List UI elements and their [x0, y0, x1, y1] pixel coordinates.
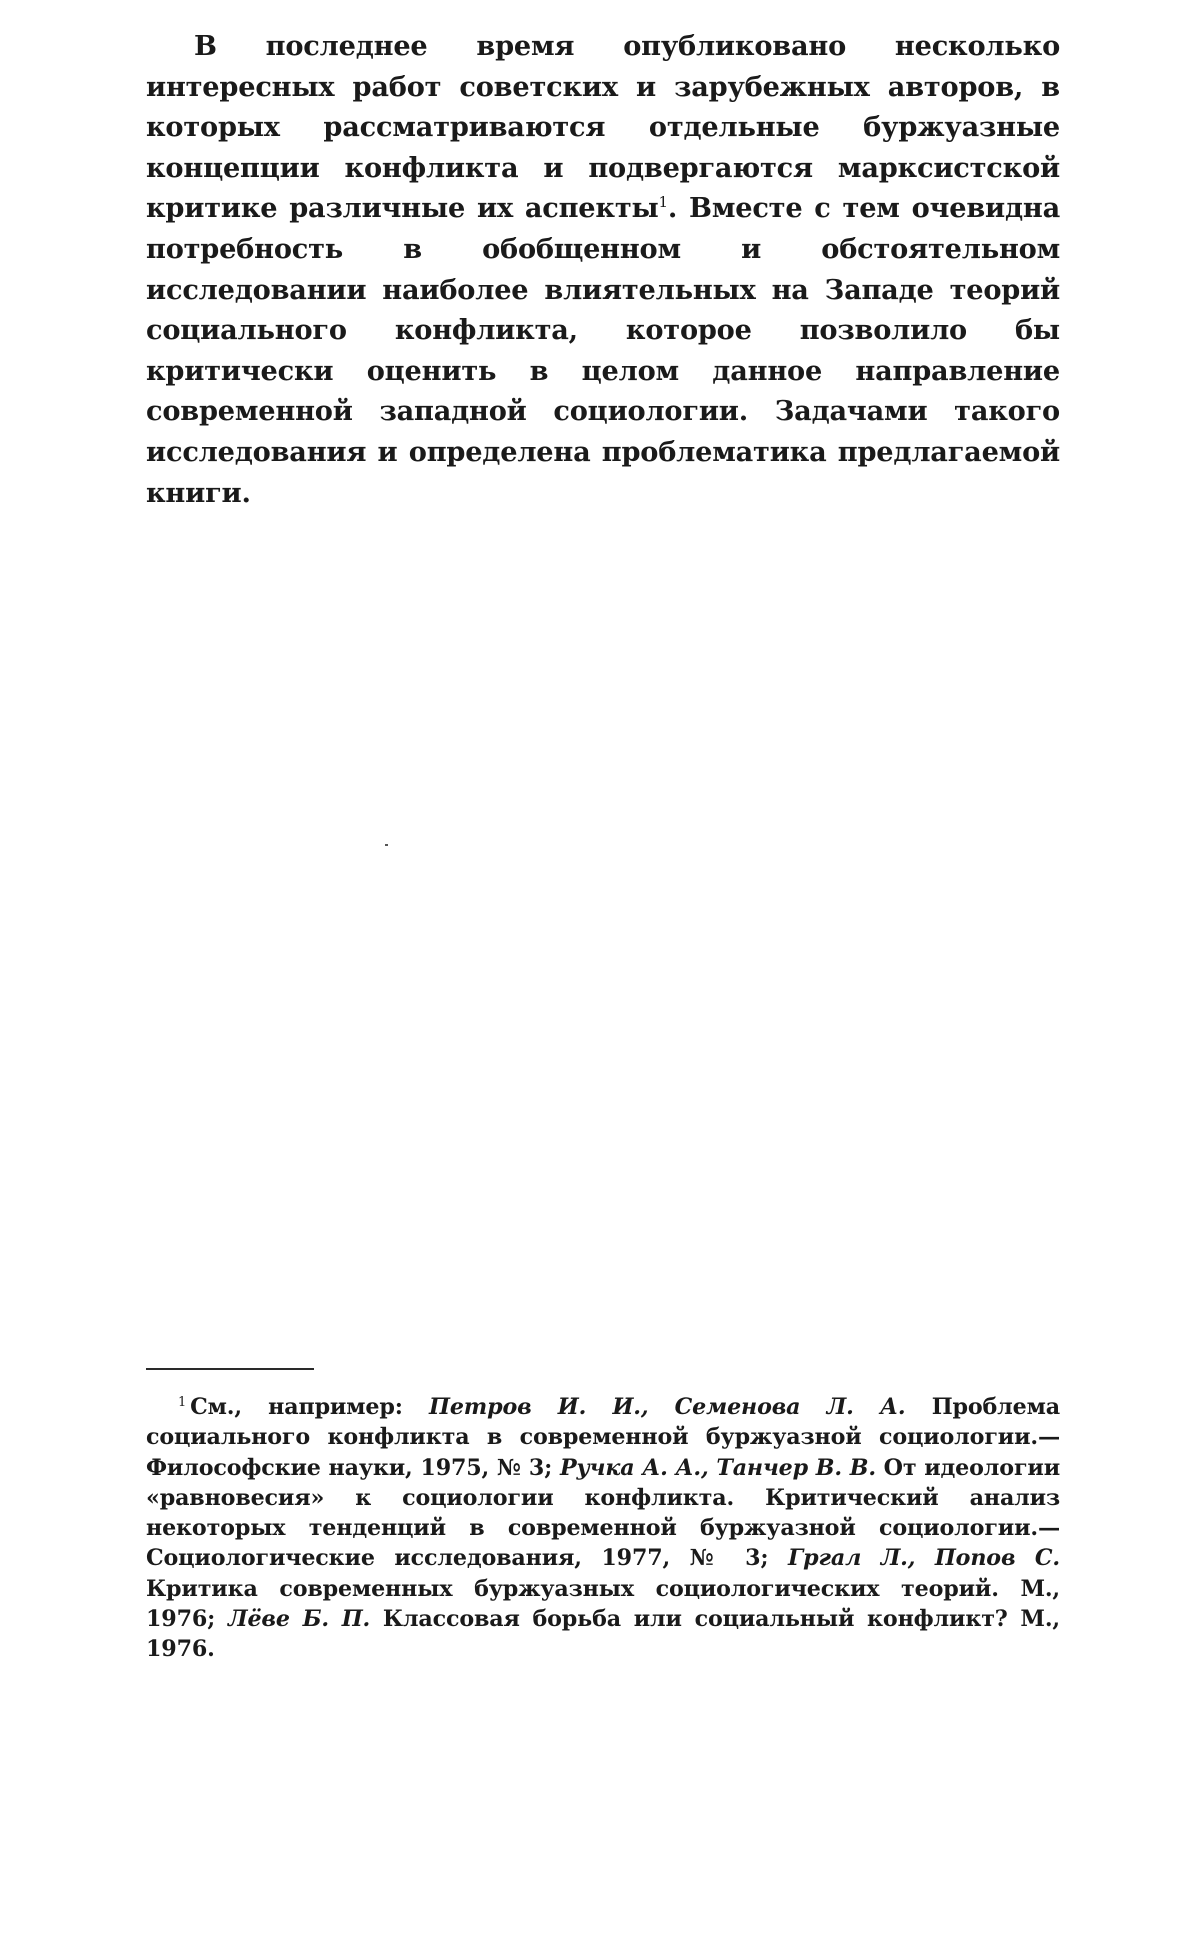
footnote-author: Петров И. И., Семенова Л. А.	[429, 1394, 906, 1420]
footnote-work: Классовая борьба или социальный конфликт? М., 1976.	[146, 1606, 1060, 1663]
footnote-work: Критика современных буржуазных социологических теорий. М., 1976;	[146, 1575, 1060, 1633]
main-paragraph-text-end: . Вместе с тем очевидна потребность в обобщенном и обстоятельном исследовании наиболее влиятельных на Западе теорий социального конфликта, которое позволило бы критически оценить в целом данное направление современной западной социологии. Задачами такого исследования и определена проблематика предлагаемой книги.	[146, 192, 1061, 509]
footnote-reference[interactable]: 1	[658, 193, 668, 212]
footnote	[146, 1392, 1060, 1665]
footnote-work: Проблема социального конфликта в современной буржуазной социологии.— Философские науки, 1975, № 3;	[146, 1394, 1060, 1481]
footnote-author: Гргал Л., Попов С.	[787, 1545, 1060, 1572]
main-paragraph	[146, 26, 1060, 513]
footnote-divider	[146, 1368, 314, 1370]
footnote-work: От идеологии «равновесия» к социологии конфликта. Критический анализ некоторых тенденций в современной буржуазной социологии.— Социологические исследования, 1977, № 3;	[146, 1454, 1061, 1572]
print-speck	[385, 844, 388, 846]
footnote-author: Ручка А. А., Танчер В. В.	[559, 1454, 876, 1481]
main-paragraph-text-start: В последнее время опубликовано несколько интересных работ советских и зарубежных авторов, в которых рассматриваются отдельные буржуазные концепции конфликта и подвергаются марксистской критике различные их аспекты	[146, 30, 1060, 225]
footnote-marker: 1	[178, 1394, 187, 1410]
footnote-author: Лёве Б. П.	[227, 1606, 371, 1633]
footnote-intro: См., например:	[190, 1394, 429, 1420]
